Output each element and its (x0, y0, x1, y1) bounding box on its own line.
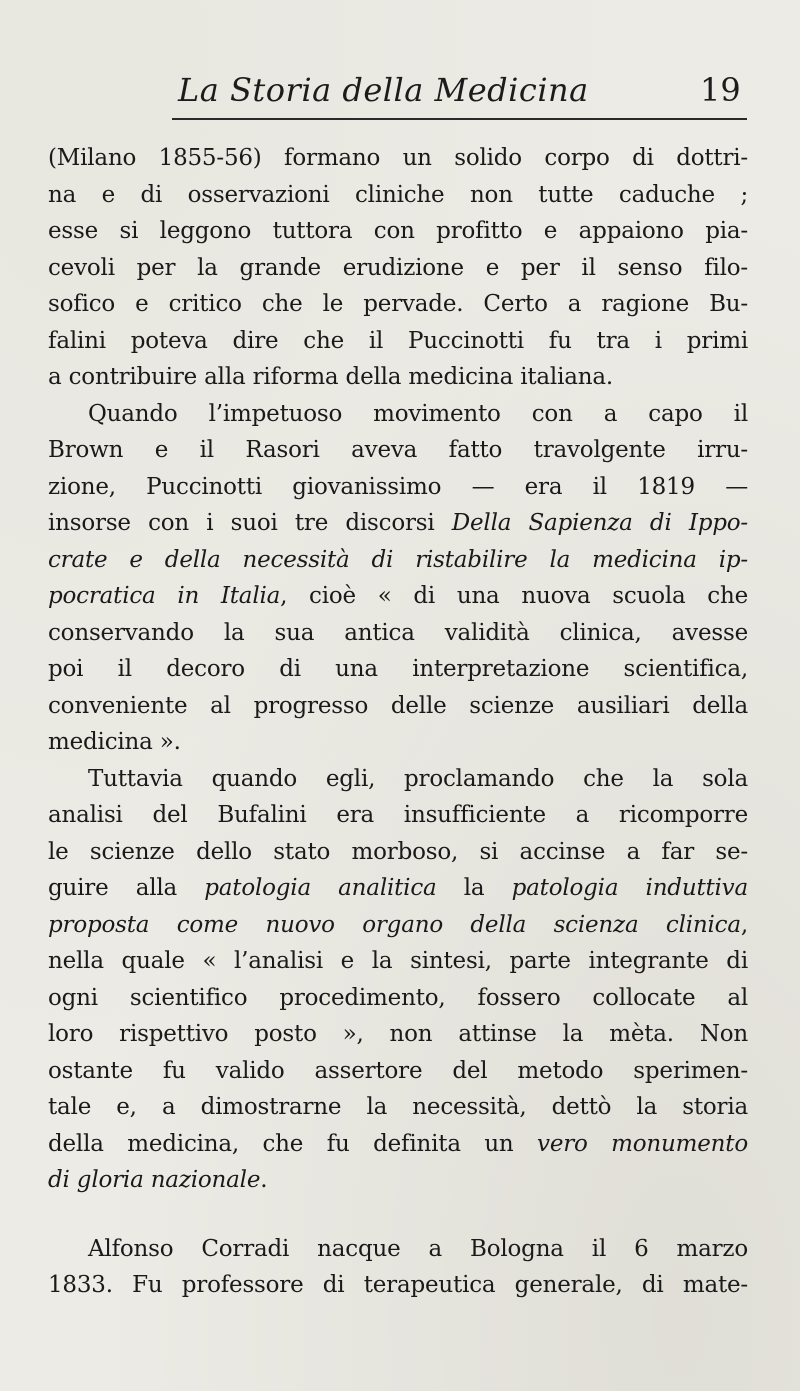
body-text (48, 140, 748, 1304)
text-line: 1833. Fu professore di terapeutica generale, di mate- (48, 1272, 748, 1298)
text-line: loro rispettivo posto », non attinse la mèta. Non (48, 1021, 748, 1047)
header-rule (172, 118, 747, 120)
text-line: crate e della necessità di ristabilire la medicina ip- (48, 546, 748, 573)
text-line (48, 505, 748, 542)
text-line: zione, Puccinotti giovanissimo — era il 1819 — (48, 473, 748, 500)
text-line: ostante fu valido assertore del metodo sperimen- (48, 1057, 748, 1084)
text-line: Brown e il Rasori aveva fatto travolgente irru- (48, 437, 748, 463)
text-line: na e di osservazioni cliniche non tutte caduche ; (48, 181, 748, 208)
term-italic: patologia induttiva (511, 875, 748, 901)
text-run: della medicina, che fu definita un (48, 1130, 538, 1157)
text-line: ogni scientifico procedimento, fossero collocate al (48, 984, 748, 1011)
text-line: tale e, a dimostrarne la necessità, dettò la storia (48, 1094, 748, 1120)
text-run: guire alla (48, 875, 205, 901)
text-line (48, 870, 748, 907)
term-italic: vero monumento (537, 1130, 748, 1157)
text-line (48, 1126, 748, 1163)
text-line: esse si leggono tuttora con profitto e appaiono pia- (48, 218, 748, 244)
text-line: analisi del Bufalini era insufficiente a ricomporre (48, 802, 748, 828)
book-title-italic: Della Sapienza di Ippo- (451, 510, 748, 536)
text-run: insorse con i suoi tre discorsi (48, 510, 452, 536)
text-line: medicina ». (48, 729, 181, 755)
text-line: a contribuire alla riforma della medicina italiana. (48, 364, 613, 390)
text-line: poi il decoro di una interpretazione scientifica, (48, 656, 748, 682)
term-italic: patologia analitica (204, 875, 437, 901)
page-number: 19 (700, 71, 741, 109)
paragraph-1 (48, 140, 748, 396)
text-line: Quando l’impetuoso movimento con a capo il (88, 400, 748, 427)
running-header (0, 70, 800, 130)
text-run: , cioè « di una nuova scuola che (280, 583, 749, 609)
text-line: conservando la sua antica validità clinica, avesse (48, 619, 748, 646)
paragraph-2 (48, 396, 748, 761)
text-line: falini poteva dire che il Puccinotti fu tra i primi (48, 327, 748, 354)
term-italic: proposta come nuovo organo della scienza clinica (48, 911, 741, 938)
text-line (48, 578, 748, 615)
text-line: Tuttavia quando egli, proclamando che la sola (88, 765, 748, 792)
running-title: La Storia della Medicina (178, 71, 589, 109)
text-line: Alfonso Corradi nacque a Bologna il 6 marzo (88, 1235, 748, 1262)
text-line: conveniente al progresso delle scienze ausiliari della (48, 692, 748, 719)
term-italic: di gloria nazionale (48, 1167, 261, 1193)
paragraph-gap (48, 1199, 748, 1231)
paragraph-4 (48, 1231, 748, 1304)
text-run: , (740, 911, 748, 938)
text-line (48, 1162, 748, 1199)
text-line: le scienze dello stato morboso, si accinse a far se- (48, 838, 748, 865)
text-line: cevoli per la grande erudizione e per il senso filo- (48, 254, 748, 281)
text-line: (Milano 1855-56) formano un solido corpo di dottri- (48, 145, 748, 171)
text-run: la (436, 875, 512, 901)
text-line: nella quale « l’analisi e la sintesi, parte integrante di (48, 948, 748, 974)
text-run: . (260, 1167, 268, 1193)
book-title-italic: pocratica in Italia (48, 583, 281, 609)
paragraph-3 (48, 761, 748, 1199)
text-line: sofico e critico che le pervade. Certo a ragione Bu- (48, 291, 748, 317)
text-line (48, 907, 748, 944)
